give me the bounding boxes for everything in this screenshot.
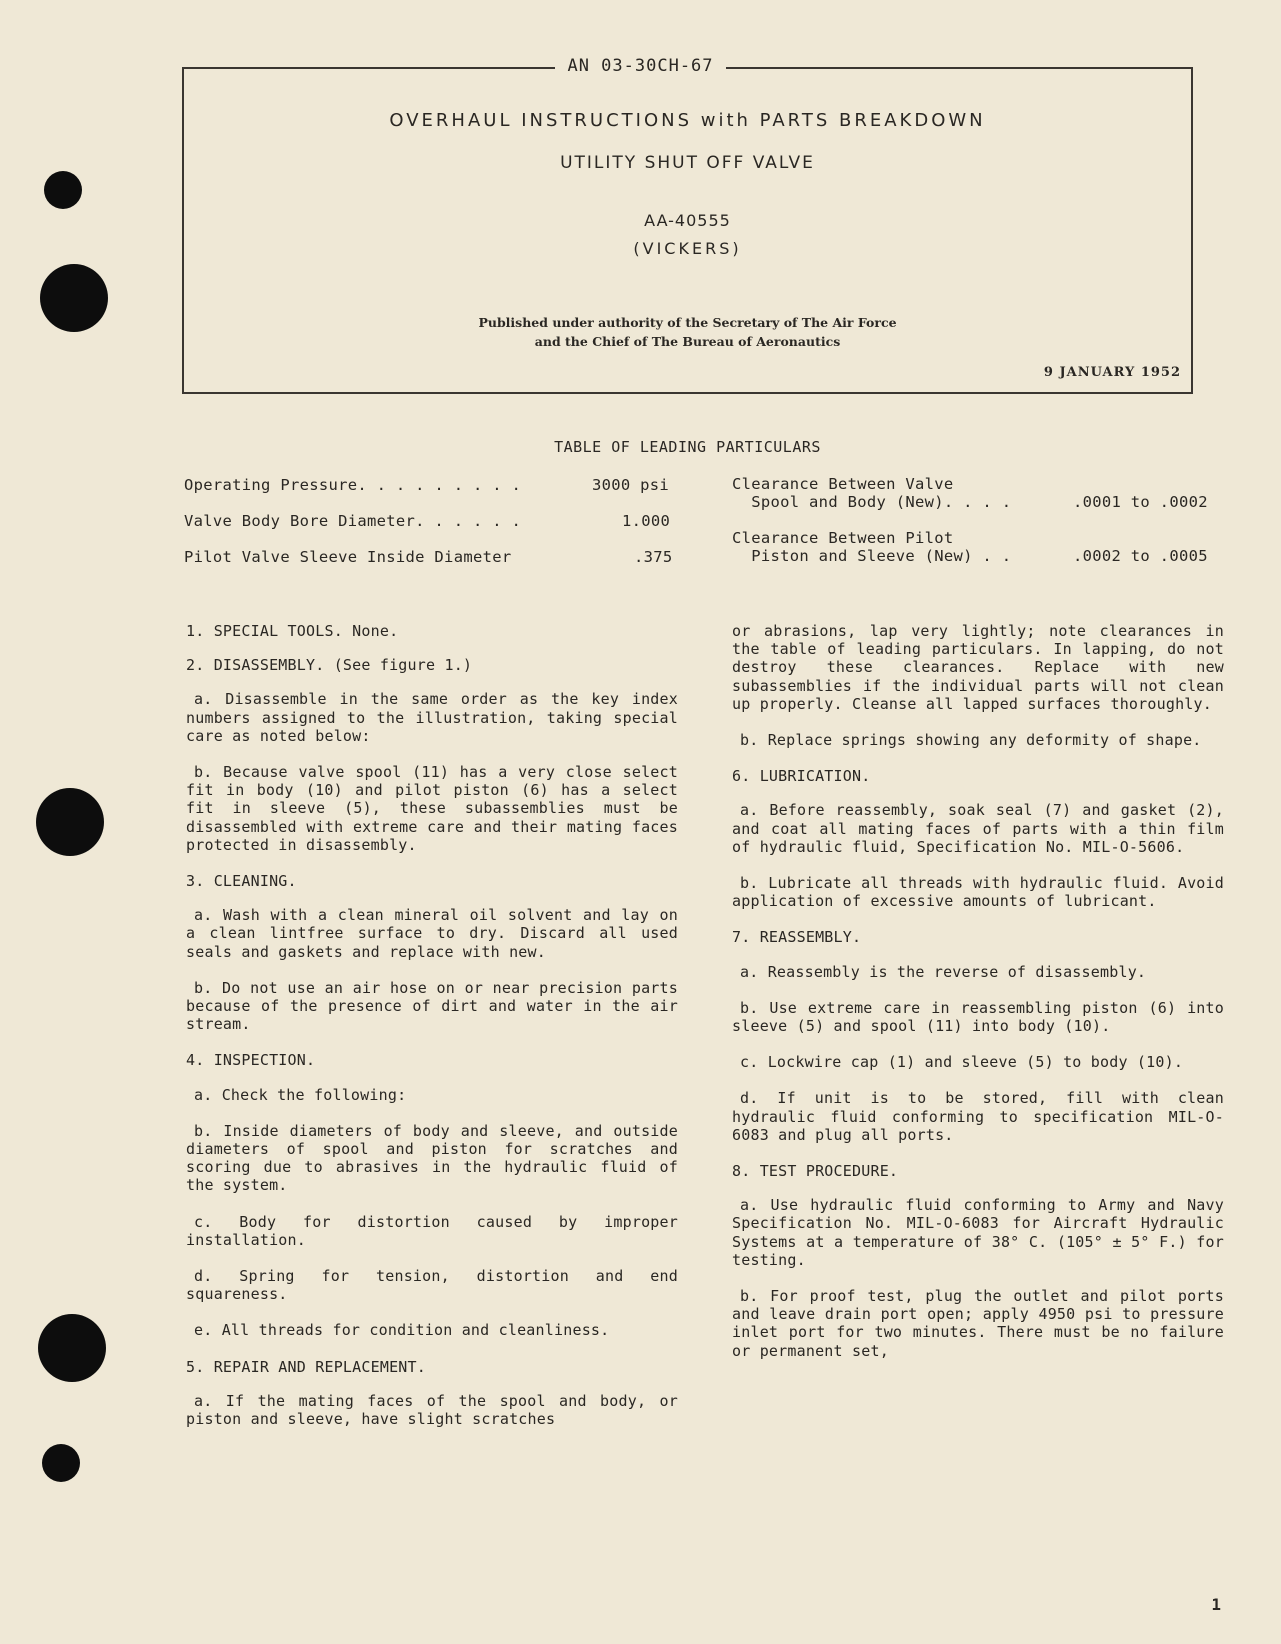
- section-heading: 7. REASSEMBLY.: [732, 928, 862, 947]
- right-text-column: [732, 622, 1224, 1378]
- left-text-column: [186, 622, 678, 1446]
- binder-hole: [42, 1444, 80, 1482]
- document-title: OVERHAUL INSTRUCTIONS with PARTS BREAKDOWN: [389, 110, 986, 131]
- paragraph: b. For proof test, plug the outlet and pilot ports and leave drain port open; apply 4950 psi to pressure inlet port for two minutes. There must be no failure or permanent set,: [732, 1287, 1224, 1360]
- section-heading: 5. REPAIR AND REPLACEMENT.: [186, 1357, 426, 1376]
- particular-value: 1.000: [622, 512, 671, 530]
- publication-date: 9 JANUARY 1952: [1043, 365, 1181, 380]
- section-heading: 8. TEST PROCEDURE.: [732, 1162, 899, 1181]
- paragraph: b. Inside diameters of body and sleeve, and outside diameters of spool and piston for scratches and scoring due to abrasives in the hydraulic fluid of the system.: [186, 1121, 678, 1195]
- section-heading: 1. SPECIAL TOOLS. None.: [186, 622, 399, 640]
- section-heading: 6. LUBRICATION.: [732, 767, 871, 786]
- binder-hole: [38, 1314, 106, 1382]
- particulars-title: TABLE OF LEADING PARTICULARS: [554, 438, 821, 456]
- particular-label: Valve Body Bore Diameter. . . . . .: [184, 512, 522, 530]
- section-heading: 2. DISASSEMBLY. (See figure 1.): [186, 656, 473, 675]
- paragraph: d. If unit is to be stored, fill with clean hydraulic fluid conforming to specification MIL-O-6083 and plug all ports.: [732, 1089, 1224, 1144]
- page-number: 1: [1211, 1595, 1221, 1614]
- paragraph: b. Because valve spool (11) has a very close select fit in body (10) and pilot piston (6) has a select fit in sleeve (5), these subassemblies must be disassembled with extreme care and their mating faces protected in disassembly.: [186, 763, 678, 854]
- paragraph: b. Use extreme care in reassembling piston (6) into sleeve (5) and spool (11) into body (10).: [732, 998, 1224, 1036]
- paragraph: a. Reassembly is the reverse of disassembly.: [740, 962, 1147, 981]
- paragraph: b. Do not use an air hose on or near precision parts because of the presence of dirt and water in the air stream.: [186, 978, 678, 1034]
- part-number: AA-40555: [644, 211, 731, 230]
- particular-label: Clearance Between Valve: [732, 475, 954, 493]
- particular-value: .0002 to .0005: [1073, 547, 1208, 565]
- publisher-line: Published under authority of the Secretary of The Air Force: [478, 315, 897, 330]
- section-heading: 3. CLEANING.: [186, 872, 297, 891]
- paragraph: b. Replace springs showing any deformity of shape.: [740, 731, 1202, 750]
- publisher-line: and the Chief of The Bureau of Aeronautics: [534, 334, 841, 349]
- binder-hole: [40, 264, 108, 332]
- paragraph: c. Lockwire cap (1) and sleeve (5) to body (10).: [740, 1053, 1184, 1072]
- binder-hole: [44, 171, 82, 209]
- binder-hole: [36, 788, 104, 856]
- document-number: AN 03-30CH-67: [0, 56, 1281, 76]
- particular-label: Spool and Body (New). . . .: [732, 493, 1012, 511]
- paragraph: a. Use hydraulic fluid conforming to Army and Navy Specification No. MIL-O-6083 for Aircraft Hydraulic Systems at a temperature of 38° C. (105° ± 5° F.) for testing.: [732, 1196, 1224, 1269]
- paragraph: a. Before reassembly, soak seal (7) and gasket (2), and coat all mating faces of parts with a thin film of hydraulic fluid, Specification No. MIL-O-5606.: [732, 801, 1224, 856]
- paragraph: or abrasions, lap very lightly; note clearances in the table of leading particulars. In lapping, do not destroy these clearances. Replace with new subassemblies if the individual parts will not clean up properly. Cleanse all lapped surfaces thoroughly.: [732, 622, 1224, 713]
- manufacturer: (VICKERS): [633, 239, 742, 258]
- paragraph: a. If the mating faces of the spool and body, or piston and sleeve, have slight scratches: [186, 1391, 678, 1429]
- paragraph: a. Check the following:: [194, 1085, 407, 1104]
- particular-value: 3000 psi: [592, 476, 670, 494]
- particular-label: Piston and Sleeve (New) . .: [732, 547, 1012, 565]
- paragraph: b. Lubricate all threads with hydraulic fluid. Avoid application of excessive amounts of lubricant.: [732, 874, 1224, 911]
- paragraph: a. Wash with a clean mineral oil solvent and lay on a clean lintfree surface to dry. Discard all used seals and gaskets and replace with new.: [186, 906, 678, 961]
- document-subtitle: UTILITY SHUT OFF VALVE: [560, 153, 815, 173]
- section-heading: 4. INSPECTION.: [186, 1051, 316, 1070]
- particular-label: Clearance Between Pilot: [732, 529, 954, 547]
- particular-value: .375: [634, 548, 673, 566]
- particular-value: .0001 to .0002: [1073, 493, 1208, 511]
- particular-label: Operating Pressure. . . . . . . . .: [184, 476, 522, 494]
- paragraph: d. Spring for tension, distortion and end squareness.: [186, 1267, 678, 1304]
- paragraph: a. Disassemble in the same order as the key index numbers assigned to the illustration, taking special care as noted below:: [186, 690, 678, 745]
- particular-label: Pilot Valve Sleeve Inside Diameter: [184, 548, 512, 566]
- paragraph: c. Body for distortion caused by improper installation.: [186, 1212, 678, 1249]
- paragraph: e. All threads for condition and cleanliness.: [194, 1321, 610, 1340]
